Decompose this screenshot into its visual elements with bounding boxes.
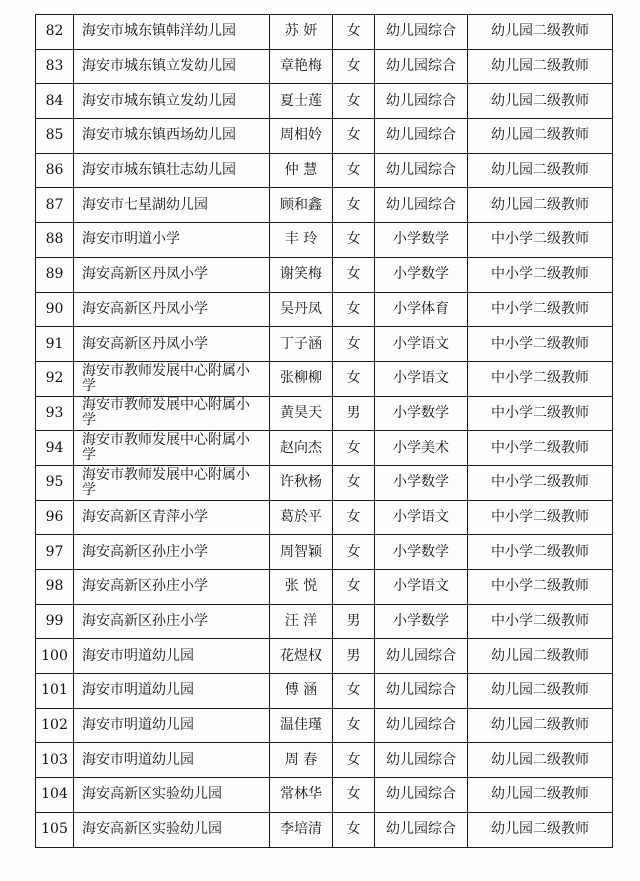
cell-teacher-name: 章艳梅 bbox=[270, 49, 333, 84]
cell-school-name bbox=[74, 674, 270, 709]
table-row bbox=[36, 743, 613, 778]
table-row bbox=[36, 570, 613, 605]
cell-subject: 幼儿园综合 bbox=[375, 743, 468, 778]
cell-professional-title: 幼儿园二级教师 bbox=[468, 743, 613, 778]
cell-school-name bbox=[74, 500, 270, 535]
cell-subject: 小学数学 bbox=[375, 465, 468, 500]
cell-subject: 小学美术 bbox=[375, 431, 468, 466]
cell-subject: 幼儿园综合 bbox=[375, 812, 468, 847]
cell-teacher-name: 赵向杰 bbox=[270, 431, 333, 466]
cell-professional-title: 幼儿园二级教师 bbox=[468, 674, 613, 709]
cell-row-number: 104 bbox=[36, 778, 74, 813]
cell-subject: 小学数学 bbox=[375, 223, 468, 258]
cell-gender: 女 bbox=[333, 500, 375, 535]
cell-professional-title: 中小学二级教师 bbox=[468, 604, 613, 639]
school-name-text: 海安市城东镇韩洋幼儿园 bbox=[82, 23, 236, 40]
school-name-text: 海安市明道幼儿园 bbox=[82, 717, 194, 734]
table-row bbox=[36, 15, 613, 50]
cell-professional-title: 幼儿园二级教师 bbox=[468, 119, 613, 154]
cell-row-number: 100 bbox=[36, 639, 74, 674]
cell-school-name bbox=[74, 639, 270, 674]
cell-gender: 女 bbox=[333, 15, 375, 50]
school-name-text: 海安高新区孙庄小学 bbox=[82, 613, 208, 630]
cell-row-number: 89 bbox=[36, 257, 74, 292]
school-name-text: 海安市明道幼儿园 bbox=[82, 682, 194, 699]
cell-row-number: 84 bbox=[36, 84, 74, 119]
school-name-text: 海安市明道小学 bbox=[82, 231, 180, 248]
cell-row-number: 102 bbox=[36, 708, 74, 743]
cell-row-number: 85 bbox=[36, 119, 74, 154]
cell-professional-title: 幼儿园二级教师 bbox=[468, 153, 613, 188]
cell-teacher-name: 温佳瑾 bbox=[270, 708, 333, 743]
cell-subject: 幼儿园综合 bbox=[375, 49, 468, 84]
table-row bbox=[36, 639, 613, 674]
cell-row-number: 99 bbox=[36, 604, 74, 639]
cell-teacher-name: 周相妗 bbox=[270, 119, 333, 154]
cell-professional-title: 幼儿园二级教师 bbox=[468, 778, 613, 813]
cell-row-number: 95 bbox=[36, 465, 74, 500]
table-row bbox=[36, 361, 613, 396]
cell-school-name bbox=[74, 49, 270, 84]
school-name-text: 海安市城东镇壮志幼儿园 bbox=[82, 162, 236, 179]
cell-row-number: 105 bbox=[36, 812, 74, 847]
table-row bbox=[36, 604, 613, 639]
cell-gender: 女 bbox=[333, 257, 375, 292]
cell-subject: 幼儿园综合 bbox=[375, 15, 468, 50]
cell-gender: 男 bbox=[333, 639, 375, 674]
table-row bbox=[36, 708, 613, 743]
school-name-text: 海安市城东镇立发幼儿园 bbox=[82, 92, 236, 109]
cell-school-name bbox=[74, 153, 270, 188]
cell-gender: 女 bbox=[333, 708, 375, 743]
cell-row-number: 92 bbox=[36, 361, 74, 396]
cell-row-number: 83 bbox=[36, 49, 74, 84]
cell-professional-title: 幼儿园二级教师 bbox=[468, 49, 613, 84]
cell-subject: 小学语文 bbox=[375, 327, 468, 362]
school-name-text: 海安高新区孙庄小学 bbox=[82, 578, 208, 595]
table-row bbox=[36, 465, 613, 500]
cell-subject: 小学语文 bbox=[375, 570, 468, 605]
cell-teacher-name: 张柳柳 bbox=[270, 361, 333, 396]
cell-school-name bbox=[74, 119, 270, 154]
cell-professional-title: 中小学二级教师 bbox=[468, 396, 613, 431]
table-row bbox=[36, 292, 613, 327]
table-row bbox=[36, 500, 613, 535]
cell-row-number: 91 bbox=[36, 327, 74, 362]
table-row bbox=[36, 396, 613, 431]
school-name-text: 海安高新区实验幼儿园 bbox=[82, 786, 222, 803]
cell-school-name bbox=[74, 778, 270, 813]
cell-teacher-name: 常林华 bbox=[270, 778, 333, 813]
cell-school-name bbox=[74, 604, 270, 639]
cell-subject: 小学体育 bbox=[375, 292, 468, 327]
cell-teacher-name: 汪 洋 bbox=[270, 604, 333, 639]
cell-professional-title: 幼儿园二级教师 bbox=[468, 812, 613, 847]
table-row bbox=[36, 153, 613, 188]
cell-row-number: 82 bbox=[36, 15, 74, 50]
school-name-text: 海安市教师发展中心附属小学 bbox=[82, 466, 250, 498]
table-row bbox=[36, 778, 613, 813]
cell-subject: 小学语文 bbox=[375, 500, 468, 535]
school-name-text: 海安市教师发展中心附属小学 bbox=[82, 362, 250, 394]
cell-row-number: 103 bbox=[36, 743, 74, 778]
table-row bbox=[36, 49, 613, 84]
school-name-text: 海安市明道幼儿园 bbox=[82, 647, 194, 664]
table-row bbox=[36, 119, 613, 154]
cell-subject: 小学数学 bbox=[375, 257, 468, 292]
cell-gender: 女 bbox=[333, 327, 375, 362]
cell-teacher-name: 苏 妍 bbox=[270, 15, 333, 50]
table-row bbox=[36, 257, 613, 292]
cell-subject: 幼儿园综合 bbox=[375, 778, 468, 813]
table-row bbox=[36, 812, 613, 847]
cell-row-number: 90 bbox=[36, 292, 74, 327]
cell-gender: 女 bbox=[333, 778, 375, 813]
cell-gender: 女 bbox=[333, 570, 375, 605]
table-row bbox=[36, 188, 613, 223]
cell-gender: 女 bbox=[333, 188, 375, 223]
school-name-text: 海安市城东镇立发幼儿园 bbox=[82, 58, 236, 75]
cell-professional-title: 中小学二级教师 bbox=[468, 361, 613, 396]
cell-professional-title: 幼儿园二级教师 bbox=[468, 84, 613, 119]
cell-school-name bbox=[74, 812, 270, 847]
cell-teacher-name: 丰 玲 bbox=[270, 223, 333, 258]
cell-subject: 幼儿园综合 bbox=[375, 188, 468, 223]
cell-professional-title: 幼儿园二级教师 bbox=[468, 708, 613, 743]
cell-row-number: 86 bbox=[36, 153, 74, 188]
table-row bbox=[36, 674, 613, 709]
cell-gender: 女 bbox=[333, 431, 375, 466]
cell-school-name bbox=[74, 223, 270, 258]
cell-teacher-name: 周 春 bbox=[270, 743, 333, 778]
school-name-text: 海安市七星湖幼儿园 bbox=[82, 196, 208, 213]
cell-professional-title: 中小学二级教师 bbox=[468, 327, 613, 362]
cell-professional-title: 中小学二级教师 bbox=[468, 535, 613, 570]
cell-professional-title: 中小学二级教师 bbox=[468, 570, 613, 605]
cell-row-number: 97 bbox=[36, 535, 74, 570]
cell-subject: 小学语文 bbox=[375, 361, 468, 396]
cell-row-number: 96 bbox=[36, 500, 74, 535]
cell-school-name bbox=[74, 743, 270, 778]
school-name-text: 海安高新区孙庄小学 bbox=[82, 543, 208, 560]
cell-professional-title: 中小学二级教师 bbox=[468, 292, 613, 327]
table-row bbox=[36, 84, 613, 119]
cell-professional-title: 幼儿园二级教师 bbox=[468, 639, 613, 674]
cell-gender: 女 bbox=[333, 292, 375, 327]
school-name-text: 海安高新区实验幼儿园 bbox=[82, 821, 222, 838]
cell-school-name bbox=[74, 84, 270, 119]
teacher-roster-table bbox=[35, 14, 613, 848]
table-row bbox=[36, 223, 613, 258]
table-row bbox=[36, 431, 613, 466]
cell-row-number: 93 bbox=[36, 396, 74, 431]
cell-school-name bbox=[74, 570, 270, 605]
cell-subject: 幼儿园综合 bbox=[375, 674, 468, 709]
cell-professional-title: 中小学二级教师 bbox=[468, 500, 613, 535]
cell-teacher-name: 丁子涵 bbox=[270, 327, 333, 362]
cell-teacher-name: 周智颖 bbox=[270, 535, 333, 570]
cell-professional-title: 中小学二级教师 bbox=[468, 257, 613, 292]
school-name-text: 海安高新区丹凤小学 bbox=[82, 300, 208, 317]
cell-subject: 幼儿园综合 bbox=[375, 84, 468, 119]
cell-school-name bbox=[74, 15, 270, 50]
cell-subject: 幼儿园综合 bbox=[375, 639, 468, 674]
table-row bbox=[36, 535, 613, 570]
school-name-text: 海安市明道幼儿园 bbox=[82, 751, 194, 768]
cell-school-name bbox=[74, 188, 270, 223]
cell-teacher-name: 顾和鑫 bbox=[270, 188, 333, 223]
school-name-text: 海安高新区青萍小学 bbox=[82, 508, 208, 525]
school-name-text: 海安市教师发展中心附属小学 bbox=[82, 397, 250, 429]
cell-gender: 男 bbox=[333, 604, 375, 639]
cell-subject: 小学数学 bbox=[375, 604, 468, 639]
cell-school-name bbox=[74, 431, 270, 466]
cell-gender: 女 bbox=[333, 153, 375, 188]
cell-school-name bbox=[74, 292, 270, 327]
cell-professional-title: 幼儿园二级教师 bbox=[468, 188, 613, 223]
cell-gender: 女 bbox=[333, 361, 375, 396]
cell-subject: 幼儿园综合 bbox=[375, 708, 468, 743]
cell-teacher-name: 黄昊天 bbox=[270, 396, 333, 431]
table-row bbox=[36, 327, 613, 362]
cell-gender: 女 bbox=[333, 743, 375, 778]
cell-school-name bbox=[74, 327, 270, 362]
school-name-text: 海安市教师发展中心附属小学 bbox=[82, 432, 250, 464]
cell-teacher-name: 吴丹凤 bbox=[270, 292, 333, 327]
school-name-text: 海安高新区丹凤小学 bbox=[82, 266, 208, 283]
cell-teacher-name: 许秋杨 bbox=[270, 465, 333, 500]
cell-teacher-name: 谢笑梅 bbox=[270, 257, 333, 292]
school-name-text: 海安高新区丹凤小学 bbox=[82, 335, 208, 352]
cell-school-name bbox=[74, 535, 270, 570]
cell-row-number: 94 bbox=[36, 431, 74, 466]
cell-gender: 男 bbox=[333, 396, 375, 431]
cell-row-number: 98 bbox=[36, 570, 74, 605]
cell-teacher-name: 花煜权 bbox=[270, 639, 333, 674]
cell-gender: 女 bbox=[333, 84, 375, 119]
cell-school-name bbox=[74, 257, 270, 292]
cell-gender: 女 bbox=[333, 535, 375, 570]
school-name-text: 海安市城东镇西场幼儿园 bbox=[82, 127, 236, 144]
cell-professional-title: 中小学二级教师 bbox=[468, 465, 613, 500]
cell-gender: 女 bbox=[333, 812, 375, 847]
cell-subject: 幼儿园综合 bbox=[375, 119, 468, 154]
cell-professional-title: 幼儿园二级教师 bbox=[468, 15, 613, 50]
cell-subject: 小学数学 bbox=[375, 535, 468, 570]
cell-row-number: 87 bbox=[36, 188, 74, 223]
cell-teacher-name: 夏士莲 bbox=[270, 84, 333, 119]
cell-school-name bbox=[74, 708, 270, 743]
cell-teacher-name: 仲 慧 bbox=[270, 153, 333, 188]
cell-gender: 女 bbox=[333, 674, 375, 709]
cell-teacher-name: 傅 涵 bbox=[270, 674, 333, 709]
cell-teacher-name: 李培清 bbox=[270, 812, 333, 847]
cell-school-name bbox=[74, 396, 270, 431]
cell-row-number: 88 bbox=[36, 223, 74, 258]
cell-gender: 女 bbox=[333, 465, 375, 500]
cell-gender: 女 bbox=[333, 119, 375, 154]
cell-row-number: 101 bbox=[36, 674, 74, 709]
cell-school-name bbox=[74, 465, 270, 500]
cell-gender: 女 bbox=[333, 223, 375, 258]
cell-teacher-name: 葛於平 bbox=[270, 500, 333, 535]
roster-body bbox=[36, 15, 613, 848]
cell-subject: 幼儿园综合 bbox=[375, 153, 468, 188]
cell-gender: 女 bbox=[333, 49, 375, 84]
cell-school-name bbox=[74, 361, 270, 396]
cell-teacher-name: 张 悦 bbox=[270, 570, 333, 605]
cell-professional-title: 中小学二级教师 bbox=[468, 431, 613, 466]
cell-subject: 小学数学 bbox=[375, 396, 468, 431]
cell-professional-title: 中小学二级教师 bbox=[468, 223, 613, 258]
